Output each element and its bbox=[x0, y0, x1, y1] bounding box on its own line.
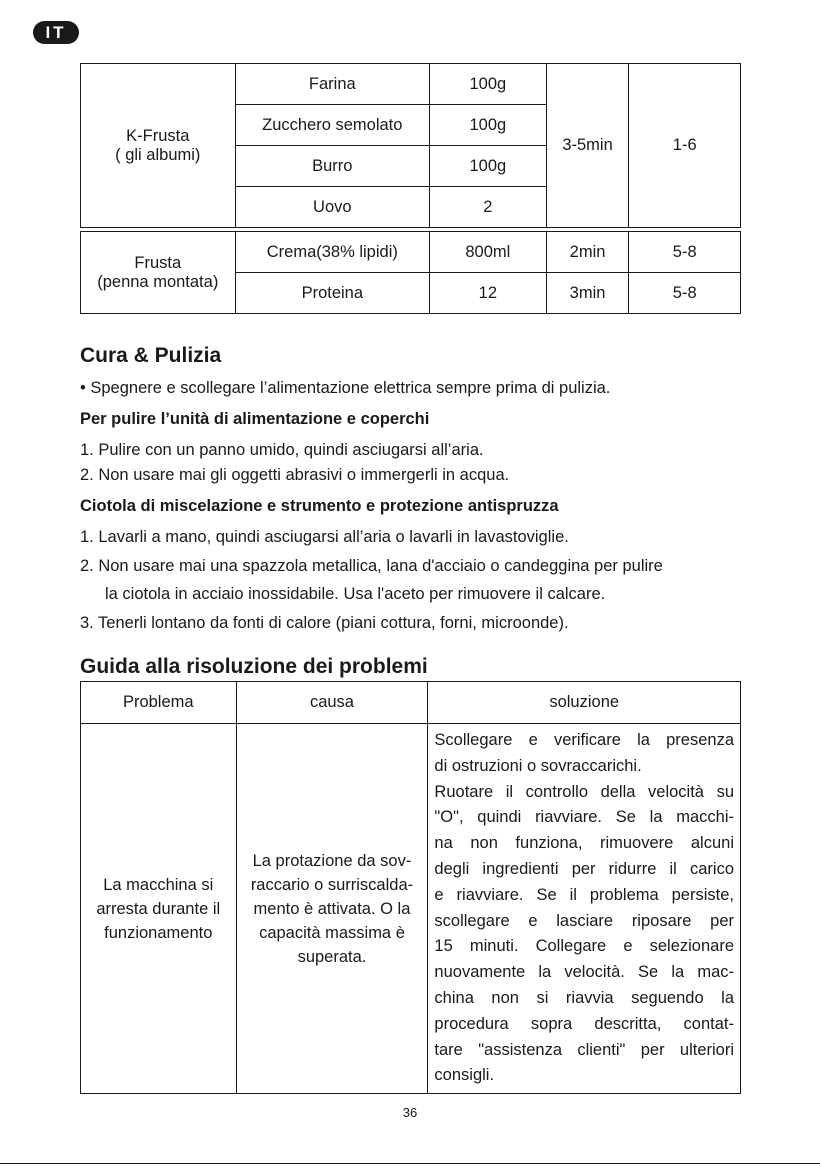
time-cell: 3min bbox=[546, 273, 629, 314]
solution-line: Scollegare e verificare la presenza bbox=[434, 731, 734, 749]
solution-line: "O", quindi riavviare. Se la macchi- bbox=[434, 808, 734, 827]
troubleshooting-title: Guida alla risoluzione dei problemi bbox=[80, 655, 428, 678]
solution-line: china non si riavvia seguendo la bbox=[434, 988, 734, 1007]
speed-cell: 5-8 bbox=[629, 273, 741, 314]
care-item: 2. Non usare mai gli oggetti abrasivi o immergerli in acqua. bbox=[80, 466, 510, 484]
cause-line: La protazione da sov- bbox=[252, 851, 412, 870]
quantity-cell: 12 bbox=[430, 273, 547, 314]
quantity-cell: 100g bbox=[430, 105, 547, 146]
solution-line: degli ingredienti per ridurre il carico bbox=[434, 859, 734, 878]
care-item: 1. Lavarli a mano, quindi asciugarsi all’aria o lavarli in lavastoviglie. bbox=[80, 528, 569, 546]
care-item: 2. Non usare mai una spazzola metallica, lana d'acciaio o candeggina per pulire bbox=[80, 557, 663, 575]
column-header: soluzione bbox=[428, 682, 741, 724]
problem-line: funzionamento bbox=[104, 923, 213, 942]
tool-name: Frusta bbox=[134, 253, 182, 272]
table-header-row bbox=[81, 682, 741, 724]
ingredient-cell: Uovo bbox=[235, 187, 429, 228]
recipe-table bbox=[80, 63, 741, 314]
problem-line: La macchina si bbox=[103, 875, 214, 894]
page-number: 36 bbox=[402, 1105, 418, 1120]
language-badge: IT bbox=[33, 21, 79, 44]
time-cell: 3-5min bbox=[546, 64, 629, 228]
table-row bbox=[81, 724, 741, 1094]
care-subheading-unit: Per pulire l’unità di alimentazione e coperchi bbox=[80, 410, 430, 428]
cause-cell bbox=[236, 724, 428, 1094]
quantity-cell: 100g bbox=[430, 146, 547, 187]
care-item: 1. Pulire con un panno umido, quindi asciugarsi all’aria. bbox=[80, 441, 484, 459]
solution-line: na non funziona, rimuovere alcuni bbox=[434, 834, 734, 853]
tool-cell bbox=[81, 232, 236, 314]
column-header: causa bbox=[236, 682, 428, 724]
ingredient-cell: Farina bbox=[235, 64, 429, 105]
bottom-divider bbox=[0, 1163, 820, 1164]
problem-cell bbox=[81, 724, 237, 1094]
solution-line: 15 minuti. Collegare e selezionare bbox=[434, 937, 734, 956]
care-item: 3. Tenerli lontano da fonti di calore (piani cottura, forni, microonde). bbox=[80, 614, 569, 632]
ingredient-cell: Zucchero semolato bbox=[235, 105, 429, 146]
ingredient-cell: Crema(38% lipidi) bbox=[235, 232, 429, 273]
quantity-cell: 100g bbox=[430, 64, 547, 105]
solution-line: scollegare e lasciare riposare per bbox=[434, 911, 734, 930]
column-header: Problema bbox=[81, 682, 237, 724]
table-row bbox=[81, 232, 741, 273]
solution-line: procedura sopra descritta, contat- bbox=[434, 1014, 734, 1033]
quantity-cell: 2 bbox=[430, 187, 547, 228]
quantity-cell: 800ml bbox=[430, 232, 547, 273]
tool-cell bbox=[81, 64, 236, 228]
speed-cell: 1-6 bbox=[629, 64, 741, 228]
solution-line: consigli. bbox=[434, 1066, 495, 1085]
time-cell: 2min bbox=[546, 232, 629, 273]
cause-line: capacità massima è bbox=[259, 923, 405, 942]
speed-cell: 5-8 bbox=[629, 232, 741, 273]
cause-line: mento è attivata. O la bbox=[253, 899, 411, 918]
problem-line: arresta durante il bbox=[96, 899, 221, 918]
cause-line: superata. bbox=[297, 947, 367, 966]
troubleshooting-table bbox=[80, 681, 741, 1094]
care-note: • Spegnere e scollegare l’alimentazione elettrica sempre prima di pulizia. bbox=[80, 379, 611, 397]
care-item-continued: la ciotola in acciaio inossidabile. Usa l'aceto per rimuovere il calcare. bbox=[105, 585, 606, 603]
solution-line: tare "assistenza clienti" per ulteriori bbox=[434, 1040, 734, 1059]
ingredient-cell: Proteina bbox=[235, 273, 429, 314]
solution-line: di ostruzioni o sovraccarichi. bbox=[434, 756, 642, 775]
cause-line: raccario o surriscalda- bbox=[250, 875, 414, 894]
table-row bbox=[81, 64, 741, 105]
tool-note: (penna montata) bbox=[97, 272, 219, 291]
solution-cell bbox=[428, 724, 741, 1094]
solution-line: e riavviare. Se il problema persiste, bbox=[434, 885, 734, 904]
care-subheading-bowl: Ciotola di miscelazione e strumento e protezione antispruzza bbox=[80, 497, 559, 515]
care-title: Cura & Pulizia bbox=[80, 344, 222, 367]
tool-note: ( gli albumi) bbox=[115, 145, 201, 164]
tool-name: K-Frusta bbox=[126, 126, 190, 145]
ingredient-cell: Burro bbox=[235, 146, 429, 187]
solution-line: Ruotare il controllo della velocità su bbox=[434, 782, 734, 801]
solution-line: nuovamente la velocità. Se la mac- bbox=[434, 963, 734, 982]
